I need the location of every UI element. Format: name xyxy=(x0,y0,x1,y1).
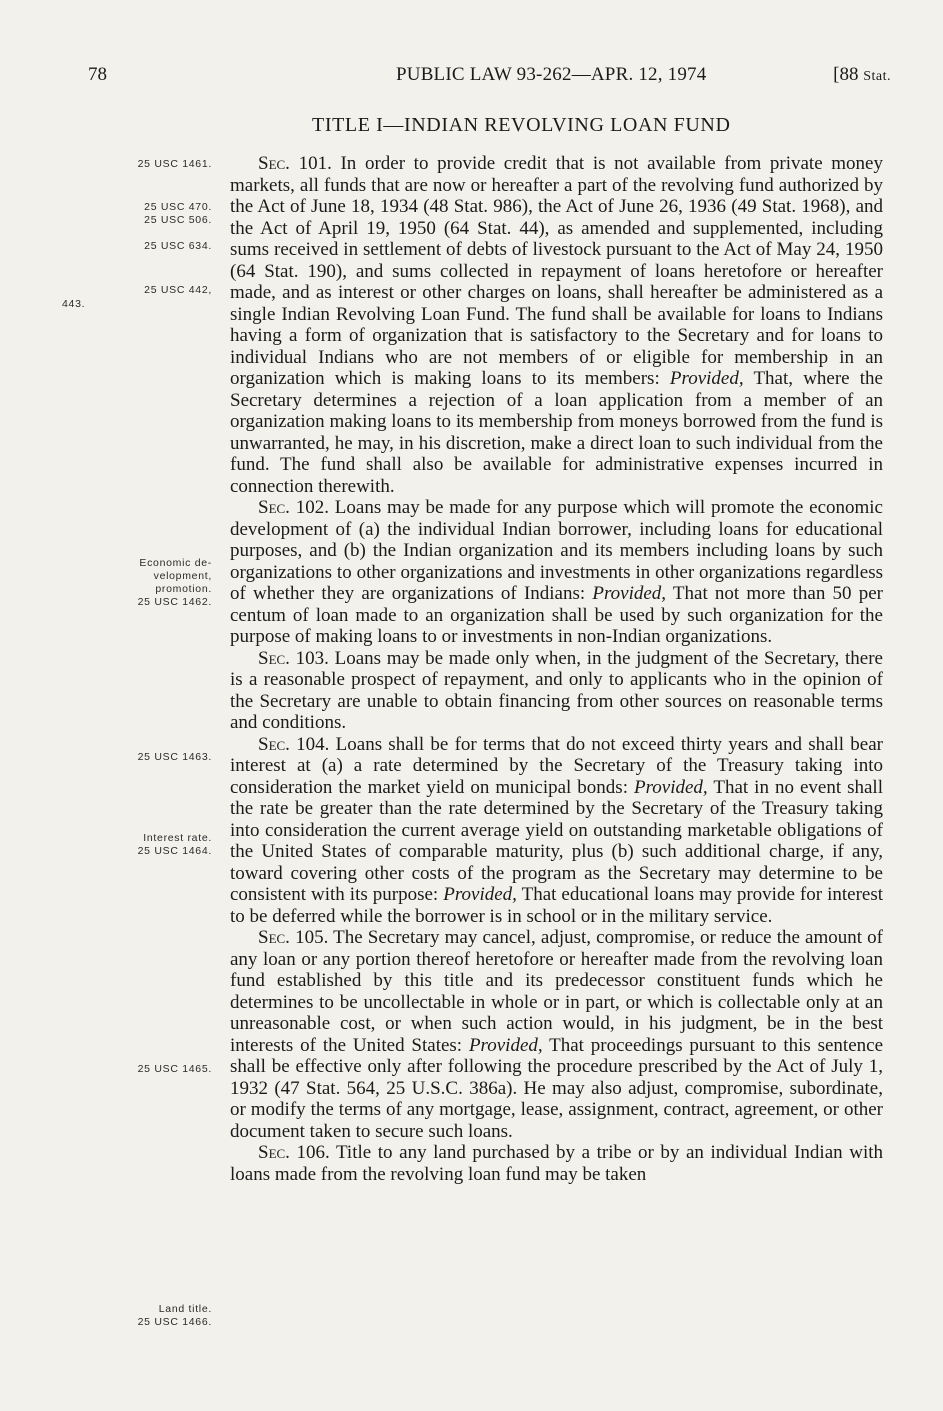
section-104 xyxy=(230,734,883,928)
margin-note-text: 25 USC 470. xyxy=(144,201,212,213)
section-label: Sec. 104. xyxy=(258,733,330,755)
margin-note-text: 25 USC 442, xyxy=(144,284,212,296)
margin-note-634 xyxy=(62,240,212,253)
section-text: Loans may be made only when, in the judgment of the Secretary, there is a reasonable prospect of repayment, and only to applicants who in the opinion of the Secretary are unable to obtain financing from other sources on reasonable terms and conditions. xyxy=(230,647,883,733)
margin-note-sec101 xyxy=(62,158,212,171)
section-103 xyxy=(230,648,883,734)
margin-note-sec106 xyxy=(62,1303,212,1329)
section-text: That not more than 50 per centum of loan made to an organization shall be used by such organization for the purpose of making loans to or investments in non-Indian organizations. xyxy=(230,583,884,647)
margin-note-text: 25 USC 506. xyxy=(144,214,212,226)
section-label: Sec. 106. xyxy=(258,1142,330,1163)
margin-note-text: 25 USC 1461. xyxy=(137,158,212,170)
section-106 xyxy=(230,1142,883,1185)
page-header xyxy=(88,64,891,90)
margin-note-text: 25 USC 1465. xyxy=(137,1063,212,1075)
margin-note-443 xyxy=(62,298,212,311)
section-102 xyxy=(230,497,883,648)
section-text: Title to any land purchased by a tribe or by an individual Indian with loans made from the revolving loan fund may be taken xyxy=(230,1142,884,1185)
margin-note-text: 25 USC 1463. xyxy=(137,751,212,763)
margin-note-470 xyxy=(62,201,212,227)
running-head: PUBLIC LAW 93-262—APR. 12, 1974 xyxy=(396,64,707,85)
proviso: Provided, xyxy=(468,1034,543,1056)
stat-prefix: [88 xyxy=(833,64,864,85)
section-text: That proceedings pursuant to this sentence shall be effective only after following the procedure prescribed by the Act of July 1, 1932 (47 Stat. 564, 25 U.S.C. 386a). He may also adjust, compromise, subordinate, or modify the terms of any mortgage, lease, assignment, contract, agreement, or other document taken to secure such loans. xyxy=(230,1034,884,1142)
margin-note-text: 25 USC 1466. xyxy=(137,1316,212,1328)
section-text: The Secretary may cancel, adjust, compromise, or reduce the amount of any loan or any portion thereof heretofore or hereafter made from the revolving loan fund established by this title and its predecessor constituent funds which he determines to be uncollectable in whole or in part, or which is collectable only at an unreasonable cost, or when such action would, in his judgment, be in the best interests of the United States: xyxy=(230,927,883,1056)
margin-note-text: 443. xyxy=(62,298,86,310)
margin-note-sec105 xyxy=(62,1063,212,1076)
section-label: Sec. 105. xyxy=(258,927,329,948)
margin-note-sec104 xyxy=(62,832,212,858)
proviso: Provided, xyxy=(669,368,744,389)
section-text: Loans may be made for any purpose which will promote the economic development of (a) the individual Indian borrower, including loans for educational purposes, and (b) the Indian organization and its members including loans by such organizations to other organizations and investments in other organizations regardless of whether they are organizations of Indians: xyxy=(230,497,883,604)
statute-reference xyxy=(833,64,891,86)
section-text: Loans shall be for terms that do not exceed thirty years and shall bear interest at (a) a rate determined by the Secretary of the Treasury taking into consideration the market yield on municipal bonds: xyxy=(230,733,883,798)
margin-note-text: 25 USC 1462. xyxy=(137,596,212,608)
section-105 xyxy=(230,927,883,1142)
proviso: Provided, xyxy=(443,884,517,905)
section-label: Sec. 103. xyxy=(258,647,329,669)
section-101 xyxy=(230,153,883,497)
section-label: Sec. 101. xyxy=(258,153,332,174)
margin-note-text: Land title. xyxy=(158,1303,212,1315)
title-heading: TITLE I—INDIAN REVOLVING LOAN FUND xyxy=(312,114,731,136)
proviso: Provided, xyxy=(633,776,708,798)
margin-note-sec103 xyxy=(62,751,212,764)
margin-note-text: promotion. xyxy=(155,583,212,595)
section-text: That, where the Secretary determines a rejection of a loan application from a member of an organization making loans to its membership from moneys borrowed from the fund is unwarranted, he may, in his discretion, make a direct loan to such individual from the fund. The fund shall also be available for administrative expenses incurred in connection therewith. xyxy=(230,368,883,497)
statute-body xyxy=(230,153,883,1185)
page-number: 78 xyxy=(88,64,107,85)
section-label: Sec. 102. xyxy=(258,497,329,518)
margin-note-sec102 xyxy=(62,557,212,609)
margin-note-442 xyxy=(62,284,212,297)
margin-note-text: velopment, xyxy=(153,570,212,582)
margin-note-text: 25 USC 634. xyxy=(144,240,212,252)
section-text: That educational loans may provide for interest to be deferred while the borrower is in school or in the military service. xyxy=(230,884,883,927)
margin-note-text: Economic de- xyxy=(139,557,212,569)
proviso: Provided, xyxy=(592,583,667,604)
margin-note-text: Interest rate. xyxy=(143,832,212,844)
stat-suffix: Stat. xyxy=(863,69,891,84)
section-text: That in no event shall the rate be greater than the rate determined by the Secretary of the Treasury taking into consideration the current average yield on outstanding marketable obligations of the United States of comparable maturity, plus (b) such additional charge, if any, toward covering other costs of the program as the Secretary may determine to be consistent with its purpose: xyxy=(230,776,883,905)
section-text: In order to provide credit that is not available from private money markets, all funds that are now or hereafter a part of the revolving fund authorized by the Act of June 18, 1934 (48 Stat. 986), the Act of June 26, 1936 (49 Stat. 1968), and the Act of April 19, 1950 (64 Stat. 44), as amended and supplemented, including sums received in settlement of debts of livestock pursuant to the Act of May 24, 1950 (64 Stat. 190), and sums collected in repayment of loans heretofore or hereafter made, and as interest or other charges on loans, shall hereafter be administered as a single Indian Revolving Loan Fund. The fund shall be available for loans to Indians having a form of organization that is satisfactory to the Secretary and for loans to individual Indians who are not members of or eligible for membership in an organization which is making loans to its members: xyxy=(230,153,883,389)
margin-note-text: 25 USC 1464. xyxy=(137,845,212,857)
